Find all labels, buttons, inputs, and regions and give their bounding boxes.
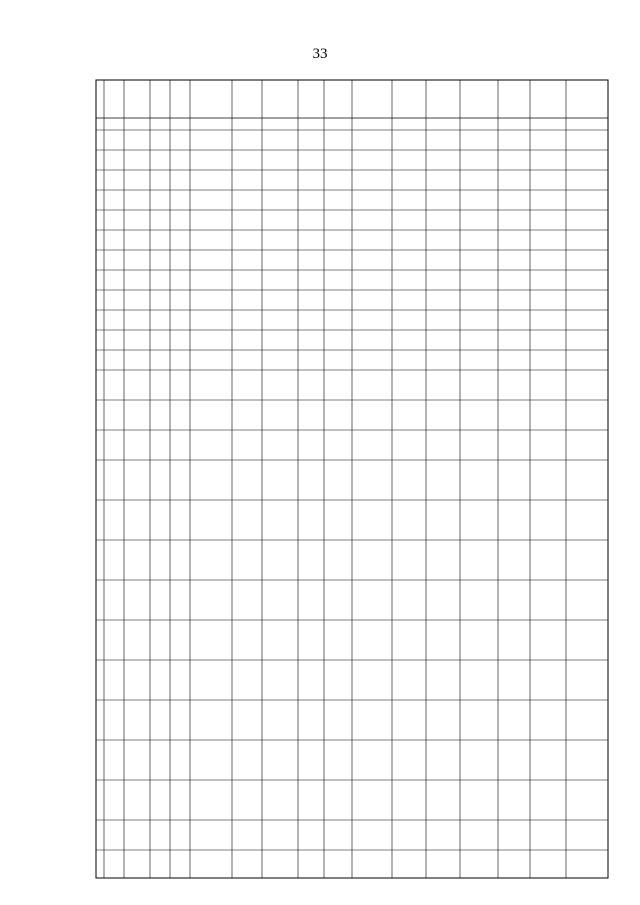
page-number: 33 xyxy=(312,46,328,62)
